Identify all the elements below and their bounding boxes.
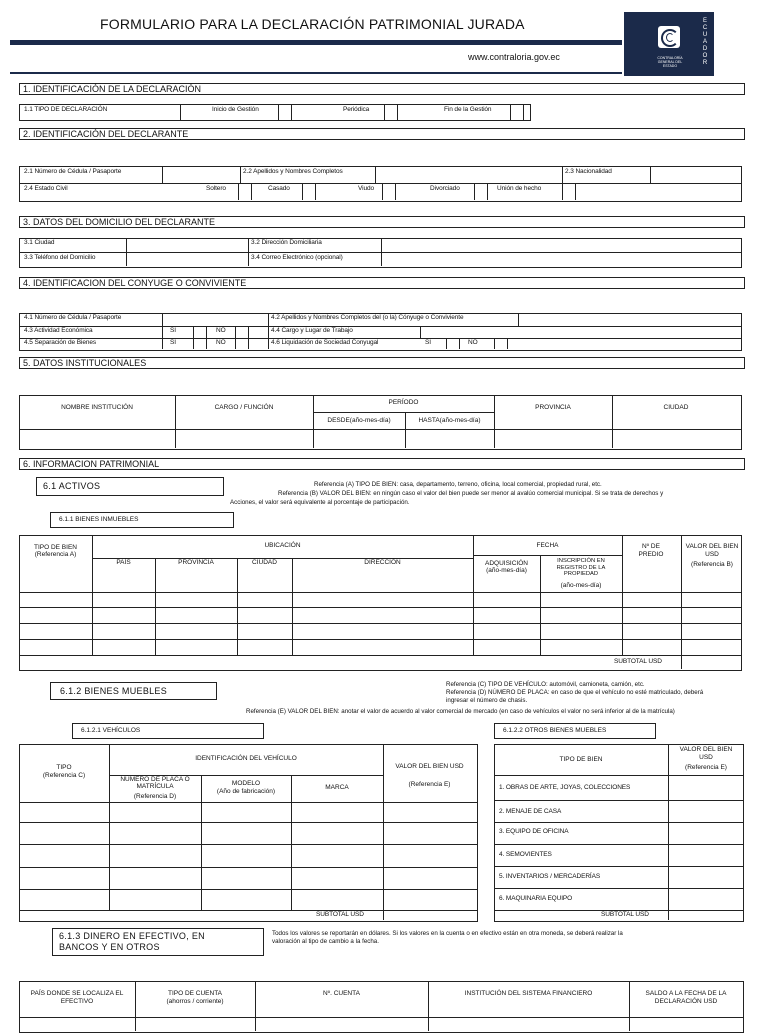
viudo-checkbox[interactable]	[382, 183, 396, 200]
inmuebles-input-rows[interactable]	[20, 593, 740, 655]
col-modelo: MODELO	[231, 780, 261, 787]
separacion-si-checkbox[interactable]	[193, 338, 207, 349]
mueble-item-inventarios: 5. INVENTARIOS / MERCADERÍAS	[499, 873, 601, 880]
reference-b-note: Referencia (B) VALOR DEL BIEN: en ningún caso el valor del bien puede ser menor al avalúo comercial municipal. Si se trata de derechos y	[278, 490, 664, 497]
col-valor-bien-ref: (Referencia B)	[691, 561, 733, 568]
correo-input[interactable]	[382, 253, 740, 266]
website-link[interactable]: www.contraloria.gov.ec	[468, 52, 560, 62]
reference-d-note-2: ingresar el número de chasis.	[446, 697, 528, 704]
col-adquisicion: ADQUISICIÓN	[485, 560, 528, 567]
mueble-item-semovientes: 4. SEMOVIENTES	[499, 851, 552, 858]
col-predio: Nº DE PREDIO	[638, 543, 664, 558]
otros-subtotal-label: SUBTOTAL USD	[601, 911, 649, 918]
liquidacion-no-checkbox[interactable]	[494, 338, 508, 349]
dinero-title	[52, 928, 264, 956]
col-cargo-funcion: CARGO / FUNCIÓN	[214, 404, 274, 411]
nacionalidad-input[interactable]	[651, 166, 740, 183]
col-marca: MARCA	[325, 784, 349, 791]
col-provincia: PROVINCIA	[535, 404, 571, 411]
separacion-no-label: NO	[216, 339, 226, 346]
inmuebles-title	[50, 512, 234, 528]
separacion-no-checkbox[interactable]	[235, 338, 249, 349]
correo-label: 3.4 Correo Electrónico (opcional)	[251, 254, 343, 261]
ciudad-input[interactable]	[127, 238, 248, 252]
activos-label: 6.1 ACTIVOS	[43, 481, 101, 491]
col-tipo-bien-mueble: TIPO DE BIEN	[559, 756, 603, 763]
telefono-input[interactable]	[127, 253, 248, 266]
union-label: Unión de hecho	[497, 185, 542, 192]
reference-a-note: Referencia (A) TIPO DE BIEN: casa, departamento, terreno, oficina, local comercial, propiedad rural, etc.	[314, 481, 602, 488]
otros-muebles-label: 6.1.2.2 OTROS BIENES MUEBLES	[503, 727, 607, 734]
option-fin-checkbox[interactable]	[510, 104, 524, 120]
inmuebles-subtotal-label: SUBTOTAL USD	[614, 658, 662, 665]
mueble-item-maquinaria: 6. MAQUINARIA EQUIPO	[499, 895, 573, 902]
reference-c-note: Referencia (C) TIPO DE VEHÍCULO: automóvil, camioneta, camión, etc.	[446, 681, 645, 688]
section-2-title: 2. IDENTIFICACIÓN DEL DECLARANTE	[19, 128, 745, 140]
otros-muebles-value-inputs[interactable]	[669, 776, 741, 910]
actividad-label: 4.3 Actividad Económica	[24, 327, 93, 334]
cedula-input[interactable]	[162, 166, 240, 183]
option-inicio-checkbox[interactable]	[278, 104, 292, 120]
inmuebles-subtotal-input[interactable]	[682, 656, 740, 669]
header-bar-thin	[10, 72, 622, 74]
section-1-title: 1. IDENTIFICACIÓN DE LA DECLARACIÓN	[19, 83, 745, 95]
logo-vertical-text: ECUADOR	[702, 18, 708, 66]
vehiculos-label: 6.1.2.1 VEHÍCULOS	[81, 727, 141, 734]
col-provincia-inm: PROVINCIA	[178, 559, 214, 566]
col-desde: DESDE(año-mes-día)	[327, 417, 391, 424]
otros-subtotal-input[interactable]	[669, 911, 741, 920]
liquidacion-si-label: SI	[425, 339, 431, 346]
col-valor-vehiculo-ref: (Referencia E)	[408, 781, 451, 788]
col-tipo-bien: TIPO DE BIEN	[34, 544, 77, 551]
col-pais: PAÍS	[116, 559, 131, 566]
cedula-label: 2.1 Número de Cédula / Pasaporte	[24, 168, 122, 175]
section-6-title: 6. INFORMACION PATRIMONIAL	[19, 458, 745, 470]
liquidacion-label: 4.6 Liquidación de Sociedad Conyugal	[271, 339, 379, 346]
soltero-label: Soltero	[206, 185, 226, 192]
option-periodica-label: Periódica	[343, 106, 370, 113]
form-title: FORMULARIO PARA LA DECLARACIÓN PATRIMONIAL JURADA	[100, 16, 525, 32]
casado-label: Casado	[268, 185, 290, 192]
actividad-no-checkbox[interactable]	[235, 326, 249, 338]
col-pais-efectivo: PAÍS DONDE SE LOCALIZA EL EFECTIVO	[30, 990, 124, 1005]
section-3-title: 3. DATOS DEL DOMICILIO DEL DECLARANTE	[19, 216, 745, 228]
actividad-no-label: NO	[216, 327, 226, 334]
vehiculos-subtotal-input[interactable]	[384, 911, 476, 920]
logo-emblem-icon	[658, 26, 680, 48]
telefono-label: 3.3 Teléfono del Domicilio	[24, 254, 96, 261]
section-4-title: 4. IDENTIFICACION DEL CONYUGE O CONVIVIENTE	[19, 277, 745, 289]
col-valor-mueble-ref: (Referencia E)	[685, 764, 727, 771]
direccion-input[interactable]	[382, 238, 740, 252]
institution-input-row[interactable]	[20, 430, 740, 448]
viudo-label: Viudo	[358, 185, 375, 192]
col-ubicacion: UBICACIÓN	[264, 542, 301, 549]
col-ciudad-inm: CIUDAD	[252, 559, 277, 566]
dinero-input-row[interactable]	[20, 1018, 742, 1024]
col-institucion-financiera: INSTITUCIÓN DEL SISTEMA FINANCIERO	[464, 990, 593, 997]
vehiculos-input-rows[interactable]	[20, 803, 476, 910]
reference-e-note: Referencia (E) VALOR DEL BIEN: anotar el valor de acuerdo al valor comercial de mercado (en caso de vehículos el valor no será inferior al de la matrícula)	[246, 708, 675, 715]
mueble-item-menaje: 2. MENAJE DE CASA	[499, 808, 562, 815]
col-hasta: HASTA(año-mes-día)	[418, 417, 481, 424]
liquidacion-si-checkbox[interactable]	[446, 338, 460, 349]
soltero-checkbox[interactable]	[238, 183, 252, 200]
cargo-trabajo-input[interactable]	[421, 326, 740, 338]
col-valor-mueble: VALOR DEL BIEN USD	[679, 746, 733, 761]
col-tipo-bien-ref: (Referencia A)	[34, 551, 77, 558]
otros-muebles-title	[494, 723, 656, 739]
spouse-cedula-input[interactable]	[163, 313, 267, 326]
option-inicio-label: Inicio de Gestión	[212, 106, 259, 113]
dinero-table	[19, 981, 744, 1033]
col-valor-vehiculo: VALOR DEL BIEN USD	[395, 763, 464, 770]
divorciado-label: Divorciado	[430, 185, 460, 192]
col-direccion: DIRECCIÓN	[364, 559, 401, 566]
col-identificacion: IDENTIFICACIÓN DEL VEHÍCULO	[195, 755, 297, 762]
col-tipo-cuenta: TIPO DE CUENTA	[167, 990, 223, 997]
estado-civil-label: 2.4 Estado Civil	[24, 185, 68, 192]
col-tipo-cuenta-sub: (ahorros / corriente)	[166, 998, 224, 1005]
col-saldo: SALDO A LA FECHA DE LA DECLARACIÓN USD	[645, 990, 727, 1005]
col-adquisicion-format: (año-mes-día)	[486, 567, 527, 574]
dinero-label: 6.1.3 DINERO EN EFECTIVO, EN	[59, 931, 205, 941]
actividad-si-label: SI	[170, 327, 176, 334]
col-placa: NÚMERO DE PLACA O MATRÍCULA	[120, 776, 190, 790]
header-bar	[10, 40, 622, 45]
nacionalidad-label: 2.3 Nacionalidad	[565, 168, 612, 175]
col-ciudad: CIUDAD	[663, 404, 689, 411]
col-fecha: FECHA	[536, 542, 559, 549]
separacion-label: 4.5 Separación de Bienes	[24, 339, 97, 346]
declaration-type-label: 1.1 TIPO DE DECLARACIÓN	[24, 106, 108, 113]
col-tipo-vehiculo: TIPO	[56, 764, 72, 771]
activos-title	[36, 477, 224, 496]
divorciado-checkbox[interactable]	[474, 183, 488, 200]
reference-d-note: Referencia (D) NÚMERO DE PLACA: en caso de que el vehículo no esté matriculado, deberá	[446, 689, 704, 696]
col-modelo-anio: (Año de fabricación)	[216, 788, 276, 795]
direccion-label: 3.2 Dirección Domiciliaria	[251, 239, 322, 246]
col-placa-ref: (Referencia D)	[133, 793, 177, 800]
col-tipo-vehiculo-ref: (Referencia C)	[42, 772, 86, 779]
col-valor-bien: VALOR DEL BIEN USD	[685, 543, 739, 558]
dinero-note-2: valoración al tipo de cambio a la fecha.	[272, 938, 379, 945]
vehiculos-title	[72, 723, 264, 739]
col-periodo: PERÍODO	[388, 399, 419, 406]
apellidos-label: 2.2 Apellidos y Nombres Completos	[243, 168, 343, 175]
casado-checkbox[interactable]	[302, 183, 316, 200]
spouse-apellidos-input[interactable]	[519, 313, 740, 326]
dinero-note: Todos los valores se reportarán en dólares. Si los valores en la cuenta o en efectivo están en otra moneda, se deberá realizar la	[272, 930, 623, 937]
col-nombre-institucion: NOMBRE INSTITUCIÓN	[61, 404, 133, 411]
union-checkbox[interactable]	[562, 183, 576, 200]
muebles-label: 6.1.2 BIENES MUEBLES	[60, 686, 168, 696]
col-numero-cuenta: Nº. CUENTA	[323, 990, 360, 997]
liquidacion-no-label: NO	[468, 339, 478, 346]
mueble-item-obras: 1. OBRAS DE ARTE, JOYAS, COLECCIONES	[499, 784, 631, 791]
inmuebles-label: 6.1.1 BIENES INMUEBLES	[59, 516, 139, 523]
vehiculos-subtotal-label: SUBTOTAL USD	[316, 911, 364, 918]
mueble-item-equipo-oficina: 3. EQUIPO DE OFICINA	[499, 828, 569, 835]
col-inscripcion: INSCRIPCIÓN EN REGISTRO DE LA PROPIEDAD	[556, 558, 606, 577]
col-inscripcion-format: (año-mes-día)	[560, 582, 602, 589]
contraloria-logo	[624, 12, 714, 76]
option-fin-label: Fin de la Gestión	[444, 106, 492, 113]
muebles-title	[50, 682, 217, 700]
spouse-cedula-label: 4.1 Número de Cédula / Pasaporte	[24, 314, 122, 321]
spouse-apellidos-label: 4.2 Apellidos y Nombres Completos del (o la) Cónyuge o Conviviente	[271, 314, 464, 321]
logo-text: CONTRALORÍA GENERAL DEL ESTADO	[657, 56, 683, 68]
dinero-label-2: BANCOS Y EN OTROS	[59, 942, 160, 952]
section-5-title: 5. DATOS INSTITUCIONALES	[19, 357, 745, 369]
option-periodica-checkbox[interactable]	[384, 104, 398, 120]
ciudad-label: 3.1 Ciudad	[24, 239, 55, 246]
actividad-si-checkbox[interactable]	[193, 326, 207, 338]
separacion-si-label: SI	[170, 339, 176, 346]
apellidos-input[interactable]	[376, 166, 562, 183]
reference-b-note-2: Acciones, el valor será equivalente al porcentaje de participación.	[230, 499, 410, 506]
cargo-trabajo-label: 4.4 Cargo y Lugar de Trabajo	[271, 327, 353, 334]
